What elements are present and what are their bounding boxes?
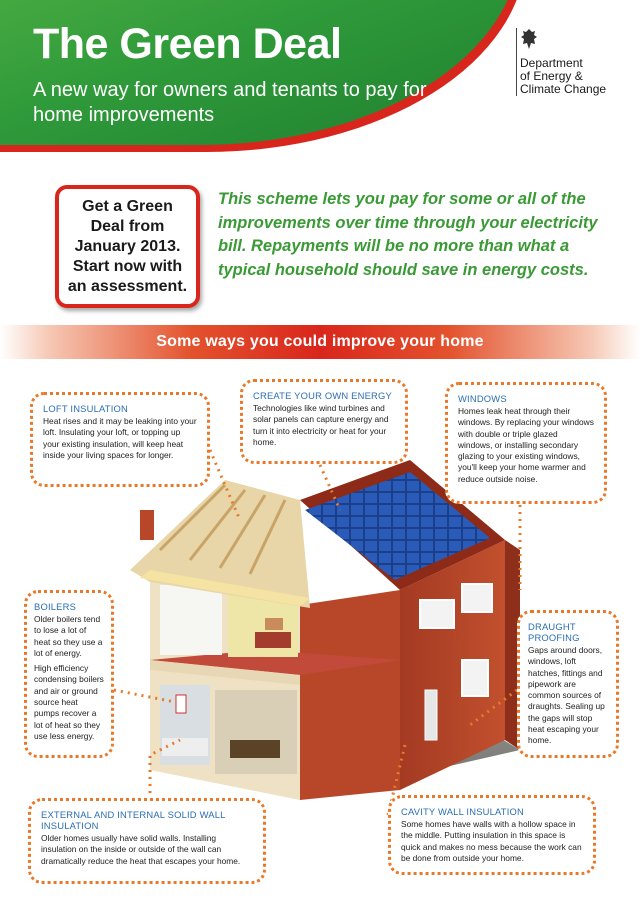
section-banner-text: Some ways you could improve your home [156, 333, 484, 350]
draught-proofing-box [517, 610, 619, 758]
cavity-wall-insulation-box [388, 795, 596, 875]
loft-insulation-box [30, 392, 210, 487]
department-name-line3: Climate Change [520, 82, 607, 96]
windows-title: WINDOWS [458, 393, 507, 404]
solid-wall-insulation-box [28, 798, 266, 884]
department-name-line2: of Energy & [520, 69, 583, 83]
window-upper-left [420, 600, 454, 628]
logo-divider [516, 28, 517, 96]
bed-picture [265, 618, 283, 630]
windows-box [445, 382, 607, 504]
page-subtitle: A new way for owners and tenants to pay for home improvements [33, 79, 427, 126]
window-upper-right [462, 584, 492, 612]
create-energy-body: Technologies like wind turbines and solar panels can capture energy and turn it into electricity or heat for your home. [253, 403, 389, 447]
header [0, 0, 640, 170]
living-room [215, 690, 297, 774]
solid-wall-insulation-body: Older homes usually have solid walls. Installing insulation on the inside or outside of the wall can dramatically reduce the heat that escapes your home. [41, 833, 241, 866]
start-callout-text: Get a Green Deal from January 2013. Start now with an assessment. [67, 197, 188, 295]
bed [255, 632, 291, 648]
create-energy-title: CREATE YOUR OWN ENERGY [253, 390, 392, 401]
sofa [230, 740, 280, 758]
solid-wall-insulation-title: EXTERNAL AND INTERNAL SOLID WALL INSULATION [41, 809, 226, 831]
department-name-line1: Department [520, 56, 583, 70]
boilers-body-1: Older boilers tend to lose a lot of heat so they use a lot of energy. [34, 614, 103, 658]
front-door [425, 690, 437, 740]
loft-insulation-body: Heat rises and it may be leaking into your loft. Insulating your loft, or topping up your existing insulation, will keep heat inside your living spaces for longer. [43, 416, 197, 460]
kitchen-units [162, 738, 208, 756]
loft-insulation-title: LOFT INSULATION [43, 403, 128, 414]
boiler [176, 695, 186, 713]
gable-edge [140, 510, 154, 540]
windows-body: Homes leak heat through their windows. By replacing your windows with double or triple glazed windows, or installing secondary glazing to your existing windows, you'll keep your home warmer and reduce outside noise. [458, 406, 594, 484]
draught-proofing-title: DRAUGHT PROOFING [528, 621, 580, 643]
create-energy-box [240, 379, 408, 464]
cavity-wall-insulation-title: CAVITY WALL INSULATION [401, 806, 524, 817]
draught-proofing-body: Gaps around doors, windows, loft hatches, fittings and pipework are common sources of draughts. Sealing up the gaps will stop heat escaping your home. [528, 645, 605, 746]
brick-wall-front [300, 590, 400, 800]
boilers-body-2: High efficiency condensing boilers and air or ground source heat pumps recover a lot of heat so they use less energy. [34, 663, 104, 741]
window-lower-right [462, 660, 488, 696]
cavity-wall-insulation-body: Some homes have walls with a hollow space in the middle. Putting insulation in this space is quick and makes no mess because the work can be done from outside your home. [401, 819, 582, 863]
bathroom-room [160, 585, 222, 655]
boilers-title: BOILERS [34, 601, 77, 612]
intro-paragraph: This scheme lets you pay for some or all of the improvements over time through your electricity bill. Repayments will be no more than what a typical household should save in energy costs. [218, 190, 598, 279]
boilers-box [24, 590, 114, 758]
start-callout-box [55, 185, 200, 308]
department-logo [520, 28, 632, 96]
royal-crest-icon [520, 28, 538, 50]
page-title: The Green Deal [33, 20, 342, 68]
